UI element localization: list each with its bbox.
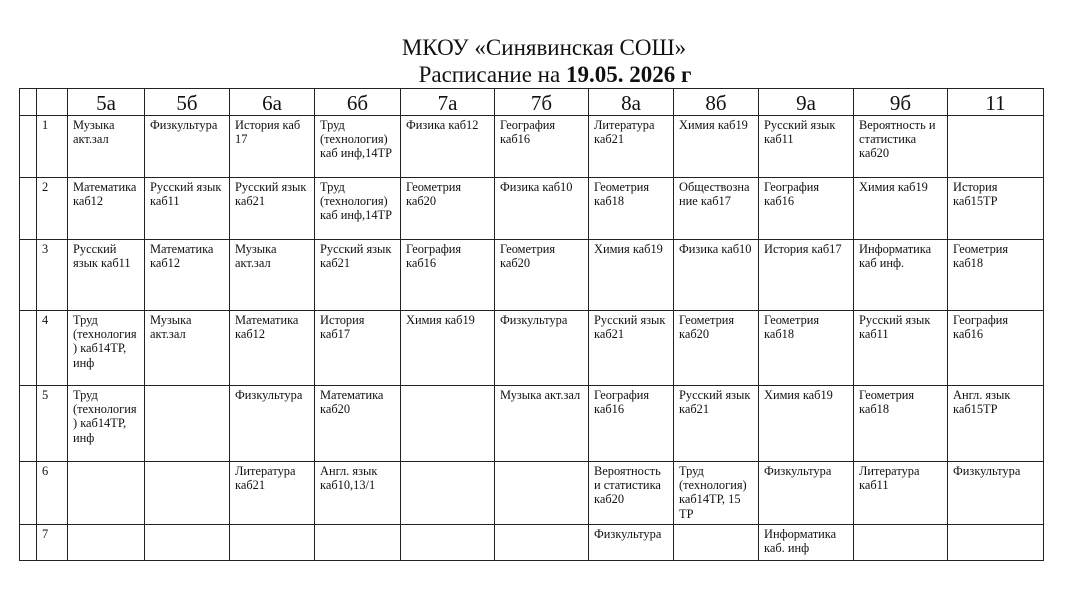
lesson-number: 4 bbox=[37, 311, 68, 386]
lesson-cell: Геометрия каб18 bbox=[948, 240, 1044, 311]
lesson-cell: Химия каб19 bbox=[759, 386, 854, 462]
lesson-cell bbox=[401, 462, 495, 525]
lesson-cell bbox=[948, 116, 1044, 178]
class-header: 9а bbox=[759, 89, 854, 116]
lesson-cell: Физкультура bbox=[948, 462, 1044, 525]
lesson-cell: Труд (технология) каб инф,14ТР bbox=[315, 178, 401, 240]
lesson-cell: Химия каб19 bbox=[854, 178, 948, 240]
lesson-cell bbox=[948, 525, 1044, 561]
lesson-cell bbox=[145, 462, 230, 525]
lesson-cell bbox=[854, 525, 948, 561]
lesson-row bbox=[20, 525, 1044, 561]
class-header: 7а bbox=[401, 89, 495, 116]
lesson-row bbox=[20, 311, 1044, 386]
lesson-cell: Химия каб19 bbox=[589, 240, 674, 311]
blank-cell bbox=[20, 89, 37, 116]
lesson-cell: Англ. язык каб15ТР bbox=[948, 386, 1044, 462]
class-header: 6а bbox=[230, 89, 315, 116]
lesson-cell bbox=[145, 386, 230, 462]
lesson-cell: Химия каб19 bbox=[401, 311, 495, 386]
lesson-cell: Русский язык каб11 bbox=[68, 240, 145, 311]
lesson-cell: Математика каб12 bbox=[145, 240, 230, 311]
lesson-row bbox=[20, 116, 1044, 178]
lesson-cell: История каб17 bbox=[759, 240, 854, 311]
lesson-cell bbox=[495, 462, 589, 525]
schedule-title bbox=[0, 61, 1088, 89]
class-header: 8б bbox=[674, 89, 759, 116]
lesson-cell bbox=[495, 525, 589, 561]
class-header: 9б bbox=[854, 89, 948, 116]
lesson-cell bbox=[315, 525, 401, 561]
lesson-number: 2 bbox=[37, 178, 68, 240]
lesson-cell: Физика каб12 bbox=[401, 116, 495, 178]
lesson-cell: Вероятность и статистика каб20 bbox=[854, 116, 948, 178]
lesson-cell: Геометрия каб18 bbox=[759, 311, 854, 386]
lesson-cell: География каб16 bbox=[401, 240, 495, 311]
lesson-cell: Англ. язык каб10,13/1 bbox=[315, 462, 401, 525]
lesson-cell: Музыка акт.зал bbox=[230, 240, 315, 311]
header-row bbox=[20, 89, 1044, 116]
lesson-cell: Музыка акт.зал bbox=[145, 311, 230, 386]
schedule-title-prefix: Расписание на bbox=[418, 62, 566, 87]
blank-cell bbox=[20, 311, 37, 386]
lesson-number: 5 bbox=[37, 386, 68, 462]
lesson-cell: География каб16 bbox=[759, 178, 854, 240]
lesson-cell: Русский язык каб21 bbox=[230, 178, 315, 240]
blank-cell bbox=[20, 240, 37, 311]
class-header: 11 bbox=[948, 89, 1044, 116]
lesson-number: 3 bbox=[37, 240, 68, 311]
lesson-cell: История каб17 bbox=[315, 311, 401, 386]
lesson-cell: Физика каб10 bbox=[495, 178, 589, 240]
lesson-cell bbox=[230, 525, 315, 561]
lesson-cell: Геометрия каб20 bbox=[674, 311, 759, 386]
lesson-cell: Русский язык каб21 bbox=[589, 311, 674, 386]
lesson-cell: Вероятность и статистика каб20 bbox=[589, 462, 674, 525]
school-name: МКОУ «Синявинская СОШ» bbox=[401, 35, 687, 60]
lesson-cell: Информатика каб инф. bbox=[854, 240, 948, 311]
lesson-cell: Труд (технология) каб инф,14ТР bbox=[315, 116, 401, 178]
lesson-cell: Музыка акт.зал bbox=[495, 386, 589, 462]
lesson-cell: Геометрия каб20 bbox=[495, 240, 589, 311]
lesson-cell: Труд (технология) каб14ТР, инф bbox=[68, 386, 145, 462]
lesson-cell: Музыка акт.зал bbox=[68, 116, 145, 178]
lesson-cell: География каб16 bbox=[495, 116, 589, 178]
lesson-cell bbox=[674, 525, 759, 561]
schedule-table bbox=[19, 88, 1044, 561]
lesson-cell: Математика каб20 bbox=[315, 386, 401, 462]
lesson-cell bbox=[68, 525, 145, 561]
lesson-cell: Физкультура bbox=[230, 386, 315, 462]
lesson-number: 6 bbox=[37, 462, 68, 525]
lesson-cell: Русский язык каб11 bbox=[145, 178, 230, 240]
lesson-cell: Математика каб12 bbox=[230, 311, 315, 386]
lesson-cell: Труд (технология) каб14ТР, 15 ТР bbox=[674, 462, 759, 525]
lesson-cell: Физика каб10 bbox=[674, 240, 759, 311]
lesson-cell: Геометрия каб18 bbox=[854, 386, 948, 462]
lesson-cell: Геометрия каб18 bbox=[589, 178, 674, 240]
lesson-number: 7 bbox=[37, 525, 68, 561]
lesson-cell: Физкультура bbox=[759, 462, 854, 525]
lesson-cell: Литература каб11 bbox=[854, 462, 948, 525]
lesson-cell: История каб 17 bbox=[230, 116, 315, 178]
lesson-row bbox=[20, 178, 1044, 240]
lesson-cell: Труд (технология) каб14ТР, инф bbox=[68, 311, 145, 386]
class-header: 5а bbox=[68, 89, 145, 116]
class-header: 8а bbox=[589, 89, 674, 116]
lesson-cell: Русский язык каб21 bbox=[315, 240, 401, 311]
lesson-cell bbox=[401, 386, 495, 462]
lesson-cell: Физкультура bbox=[145, 116, 230, 178]
lesson-cell: Физкультура bbox=[589, 525, 674, 561]
lesson-cell bbox=[145, 525, 230, 561]
lesson-cell: Геометрия каб20 bbox=[401, 178, 495, 240]
lesson-cell: Русский язык каб11 bbox=[759, 116, 854, 178]
lesson-number: 1 bbox=[37, 116, 68, 178]
lesson-cell bbox=[401, 525, 495, 561]
lesson-cell: География каб16 bbox=[589, 386, 674, 462]
lesson-cell: Русский язык каб11 bbox=[854, 311, 948, 386]
lesson-row bbox=[20, 240, 1044, 311]
lesson-cell: Химия каб19 bbox=[674, 116, 759, 178]
blank-cell bbox=[20, 386, 37, 462]
blank-cell bbox=[20, 525, 37, 561]
lesson-cell: Информатика каб. инф bbox=[759, 525, 854, 561]
lesson-cell: Литература каб21 bbox=[230, 462, 315, 525]
lesson-cell: Литература каб21 bbox=[589, 116, 674, 178]
blank-cell bbox=[20, 116, 37, 178]
lesson-cell: Физкультура bbox=[495, 311, 589, 386]
blank-cell bbox=[20, 462, 37, 525]
class-header: 6б bbox=[315, 89, 401, 116]
lesson-cell: Математика каб12 bbox=[68, 178, 145, 240]
blank-cell bbox=[20, 178, 37, 240]
schedule-date: 19.05. 2026 г bbox=[565, 62, 692, 87]
lesson-number-header bbox=[37, 89, 68, 116]
lesson-cell: Русский язык каб21 bbox=[674, 386, 759, 462]
lesson-cell: Обществознание каб17 bbox=[674, 178, 759, 240]
lesson-cell bbox=[68, 462, 145, 525]
lesson-row bbox=[20, 386, 1044, 462]
lesson-row bbox=[20, 462, 1044, 525]
lesson-cell: История каб15ТР bbox=[948, 178, 1044, 240]
lesson-cell: География каб16 bbox=[948, 311, 1044, 386]
class-header: 5б bbox=[145, 89, 230, 116]
class-header: 7б bbox=[495, 89, 589, 116]
